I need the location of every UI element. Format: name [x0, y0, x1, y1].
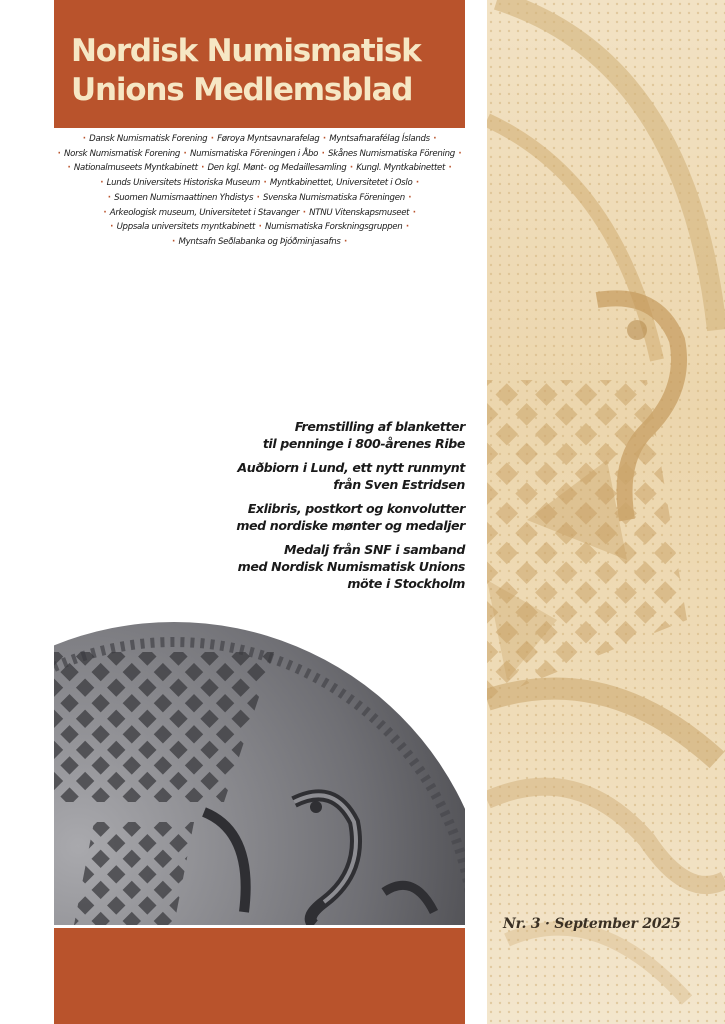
- member-row: [54, 161, 465, 176]
- bullet-icon: ·: [408, 192, 412, 203]
- cover-coin-detail-image: [487, 0, 725, 1024]
- bullet-icon: ·: [458, 148, 462, 159]
- title-line-1: Nordisk Numismatisk: [71, 33, 421, 69]
- bullet-icon: ·: [107, 192, 111, 203]
- member-row: [54, 191, 465, 206]
- title-line-2: Unions Medlemsblad: [71, 72, 413, 108]
- bullet-icon: ·: [321, 148, 325, 159]
- bullet-icon: ·: [201, 163, 205, 174]
- bullet-icon: ·: [349, 163, 353, 174]
- bullet-icon: ·: [322, 134, 326, 144]
- coin-icon: [54, 612, 465, 925]
- bullet-icon: ·: [448, 163, 452, 174]
- bullet-icon: ·: [433, 134, 437, 144]
- member-name: Myntsafn Seðlabanka og Þjóðminjasafns: [178, 236, 341, 247]
- coin-photograph: [54, 612, 465, 925]
- member-name: Den kgl. Mønt- og Medaillesamling: [207, 163, 347, 174]
- bullet-icon: ·: [415, 178, 419, 189]
- article-headline: [200, 418, 465, 452]
- headline-line: med Nordisk Numismatisk Unions: [237, 559, 465, 574]
- footer-bar: [54, 928, 465, 1024]
- bullet-icon: ·: [210, 134, 214, 144]
- bullet-icon: ·: [100, 178, 104, 189]
- issue-number-date: Nr. 3 · September 2025: [503, 916, 681, 932]
- bullet-icon: ·: [103, 207, 107, 218]
- bullet-icon: ·: [405, 222, 409, 233]
- bullet-icon: ·: [263, 178, 267, 189]
- member-row: [54, 220, 465, 235]
- headline-line: med nordiske mønter og medaljer: [236, 518, 465, 533]
- member-name: Nationalmuseets Myntkabinett: [73, 163, 198, 174]
- member-name: Lunds Universitets Historiska Museum: [106, 178, 261, 189]
- headline-line: Fremstilling af blanketter: [294, 419, 465, 434]
- bullet-icon: ·: [412, 207, 416, 218]
- headline-line: möte i Stockholm: [347, 576, 465, 591]
- member-name: NTNU Vitenskapsmuseet: [309, 207, 410, 218]
- masthead: [54, 0, 465, 128]
- member-name: Numismatiska Forskningsgruppen: [264, 222, 403, 233]
- bullet-icon: ·: [67, 163, 71, 174]
- member-name: Numismatiska Föreningen i Åbo: [189, 148, 319, 159]
- bullet-icon: ·: [258, 222, 262, 233]
- member-name: Svenska Numismatiska Föreningen: [262, 192, 405, 203]
- member-name: Myntkabinettet, Universitetet i Oslo: [269, 178, 413, 189]
- member-name: Føroya Myntsavnarafelag: [217, 134, 320, 144]
- article-headline: [200, 541, 465, 592]
- headline-line: Exlibris, postkort og konvolutter: [247, 501, 465, 516]
- member-name: Kungl. Myntkabinettet: [356, 163, 446, 174]
- article-headline: [200, 500, 465, 534]
- member-row: [54, 132, 465, 147]
- member-row: [54, 147, 465, 162]
- article-headlines: [200, 418, 465, 599]
- member-name: Dansk Numismatisk Forening: [89, 134, 208, 144]
- member-row: [54, 176, 465, 191]
- member-name: Skånes Numismatiska Förening: [327, 148, 455, 159]
- headline-line: Medalj från SNF i samband: [283, 542, 465, 557]
- member-name: Uppsala universitets myntkabinett: [116, 222, 256, 233]
- member-row: [54, 235, 465, 250]
- headline-line: från Sven Estridsen: [333, 477, 465, 492]
- member-name: Myntsafnarafélag Íslands: [329, 134, 430, 144]
- bullet-icon: ·: [57, 148, 61, 159]
- bullet-icon: ·: [183, 148, 187, 159]
- bullet-icon: ·: [343, 236, 347, 247]
- article-headline: [200, 459, 465, 493]
- bullet-icon: ·: [110, 222, 114, 233]
- headline-line: til penninge i 800-årenes Ribe: [262, 436, 465, 451]
- bullet-icon: ·: [302, 207, 306, 218]
- headline-line: Auðbiorn i Lund, ett nytt runmynt: [237, 460, 465, 475]
- member-name: Arkeologisk museum, Universitetet i Stavanger: [109, 207, 300, 218]
- bullet-icon: ·: [256, 192, 260, 203]
- member-name: Norsk Numismatisk Forening: [64, 148, 181, 159]
- member-row: [54, 206, 465, 221]
- bullet-icon: ·: [172, 236, 176, 247]
- bullet-icon: ·: [82, 134, 86, 144]
- member-name: Suomen Numismaattinen Yhdistys: [114, 192, 254, 203]
- coin-relief-pattern: [487, 0, 725, 1024]
- member-organisations-list: [54, 132, 465, 250]
